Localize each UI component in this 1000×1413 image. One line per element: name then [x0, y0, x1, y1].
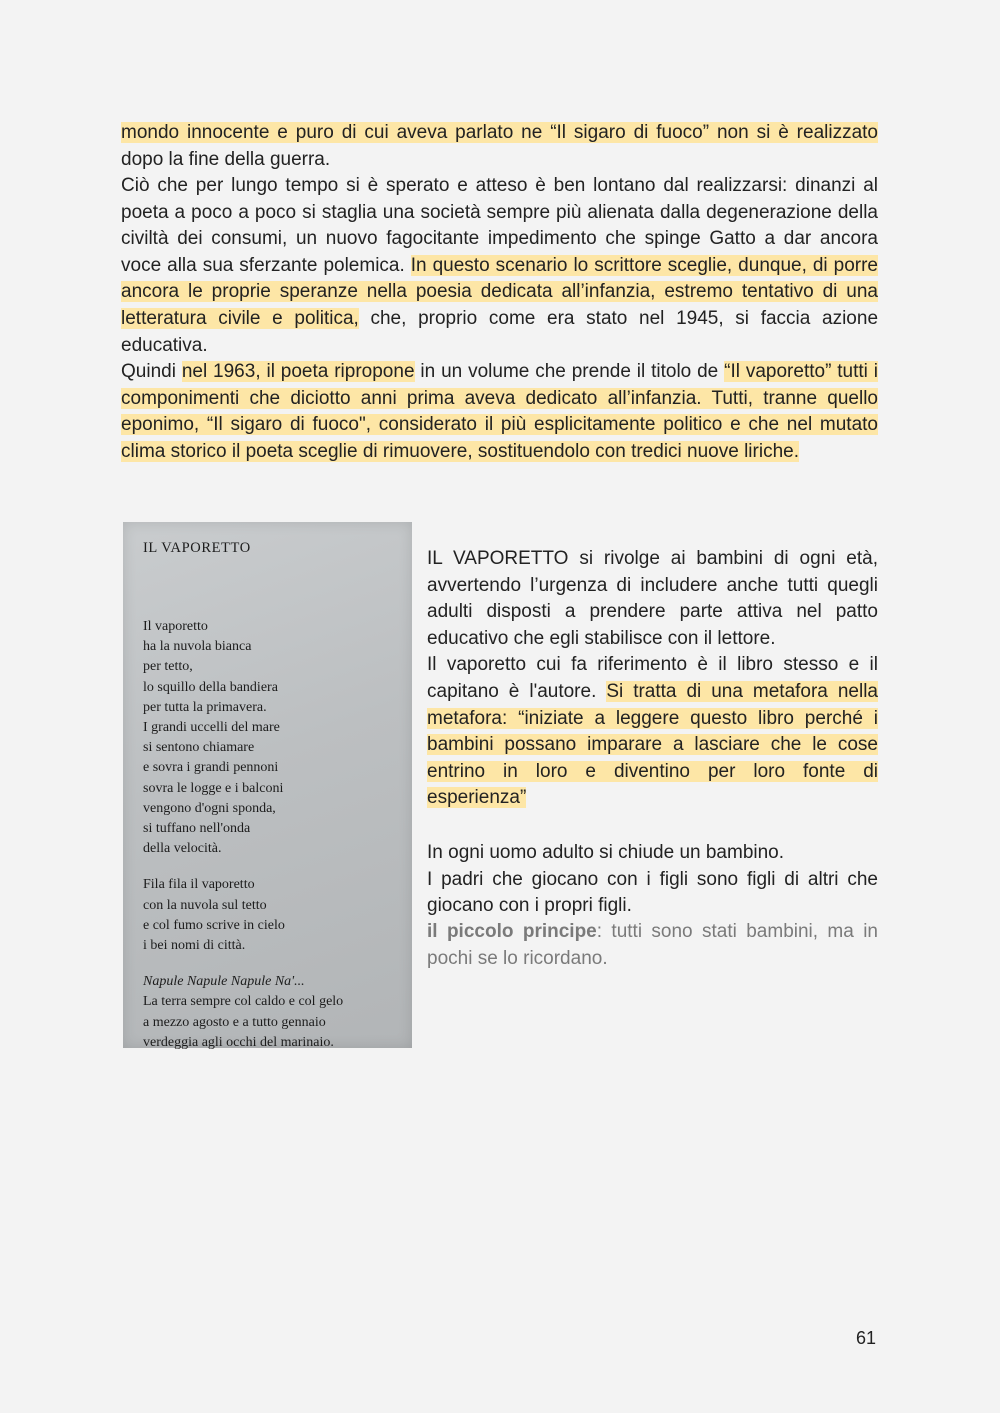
- poem-stanza-3: [143, 972, 392, 1053]
- poem-title: IL VAPORETTO: [143, 540, 251, 556]
- paragraph-2: [121, 173, 878, 359]
- text-span: Il vaporetto cui fa riferimento è il libro stesso e il capitano è l'autore.: [427, 654, 878, 702]
- paragraph-1: [121, 120, 878, 173]
- poem-scan-image: [123, 522, 412, 1048]
- poem-line: e col fumo scrive in cielo: [143, 917, 285, 933]
- poem-line: con la nuvola sul tetto: [143, 897, 267, 913]
- text-span: In ogni uomo adulto si chiude un bambino.: [427, 842, 785, 863]
- highlight: “Il vaporetto” tutti i componimenti che diciotto anni prima aveva dedicato all’infanzia. Tutti, tranne quello eponimo, “Il sigaro di fuoco", considerato il più esplicitamente politico e che nel mutato clima storico il poeta sceglie di rimuovere, sostituendolo con tredici nuove liriche.: [121, 361, 879, 462]
- poem-line: Il vaporetto: [143, 619, 208, 634]
- highlight: nel 1963, il poeta ripropone: [181, 361, 415, 382]
- text-span: che, proprio come era stato nel 1945, si faccia azione educativa.: [121, 307, 879, 356]
- poem-line: i bei nomi di città.: [143, 938, 246, 954]
- text-span: Ciò che per lungo tempo si è sperato e atteso è ben lontano dal realizzarsi: dinanzi al poeta a poco a poco si staglia una società sempre più alienata dalla degenerazione della civiltà dei consumi, un nuovo fagocitante impedimento che spinge Gatto a dar ancora voce alla sua sferzante polemica.: [121, 175, 878, 276]
- poem-line: I grandi uccelli del mare: [143, 720, 280, 736]
- poem-line: a mezzo agosto e a tutto gennaio: [143, 1014, 326, 1030]
- highlight: mondo innocente e puro di cui aveva parlato ne “Il sigaro di fuoco” non si è realizzato: [121, 122, 878, 143]
- poem-line: Napule Napule Napule Na'...: [143, 974, 305, 990]
- poem-line: per tutta la primavera.: [143, 699, 267, 715]
- poem-line: si tuffano nell'onda: [143, 821, 251, 837]
- text-span: I padri che giocano con i figli sono figli di altri che giocano con i propri figli.: [427, 868, 878, 917]
- text-span: IL VAPORETTO si rivolge ai bambini di ogni età, avvertendo l’urgenza di includere anche tutti quegli adulti disposti a prendere parte attiva nel patto educativo che egli stabilisce con il lettore.: [427, 548, 878, 649]
- poem-line: sovra le logge e i balconi: [143, 780, 284, 796]
- highlight: Si tratta di una metafora nella metafora: “iniziate a leggere questo libro perché i bambini possano imparare a lasciare che le cose entrino in loro e diventino per loro fonte di esperienza”: [427, 680, 878, 809]
- right-paragraph-2: [427, 840, 878, 920]
- paragraph-3: [121, 359, 878, 465]
- poem-line: ha la nuvola bianca: [143, 639, 252, 655]
- page-number: 61: [856, 1328, 877, 1348]
- poem-line: della velocità.: [143, 841, 222, 857]
- poem-line: verdeggia agli occhi del marinaio.: [143, 1034, 334, 1050]
- text-span: dopo la fine della guerra.: [121, 148, 331, 170]
- right-paragraph-1: [427, 546, 878, 812]
- poem-stanza-2: [143, 875, 392, 956]
- poem-line: si sentono chiamare: [143, 740, 255, 756]
- quote-text: : tutti sono stati bambini, ma in pochi se lo ricordano.: [427, 921, 879, 969]
- poem-line: e sovra i grandi pennoni: [143, 760, 279, 776]
- poem-line: vengono d'ogni sponda,: [143, 800, 276, 816]
- poem-line: per tetto,: [143, 659, 193, 675]
- poem-stanza-1: [143, 617, 392, 859]
- highlight: In questo scenario lo scrittore sceglie, dunque, di porre ancora le proprie speranze nella poesia dedicata all’infanzia, estremo tentativo di una letteratura civile e politica,: [121, 254, 878, 329]
- quote-source: il piccolo principe: [427, 921, 597, 942]
- quote-paragraph: [427, 919, 878, 972]
- poem-line: La terra sempre col caldo e col gelo: [143, 994, 344, 1010]
- text-span: Quindi: [121, 361, 182, 382]
- poem-line: Fila fila il vaporetto: [143, 877, 255, 893]
- text-span: in un volume che prende il titolo de: [414, 361, 725, 382]
- poem-line: lo squillo della bandiera: [143, 679, 278, 695]
